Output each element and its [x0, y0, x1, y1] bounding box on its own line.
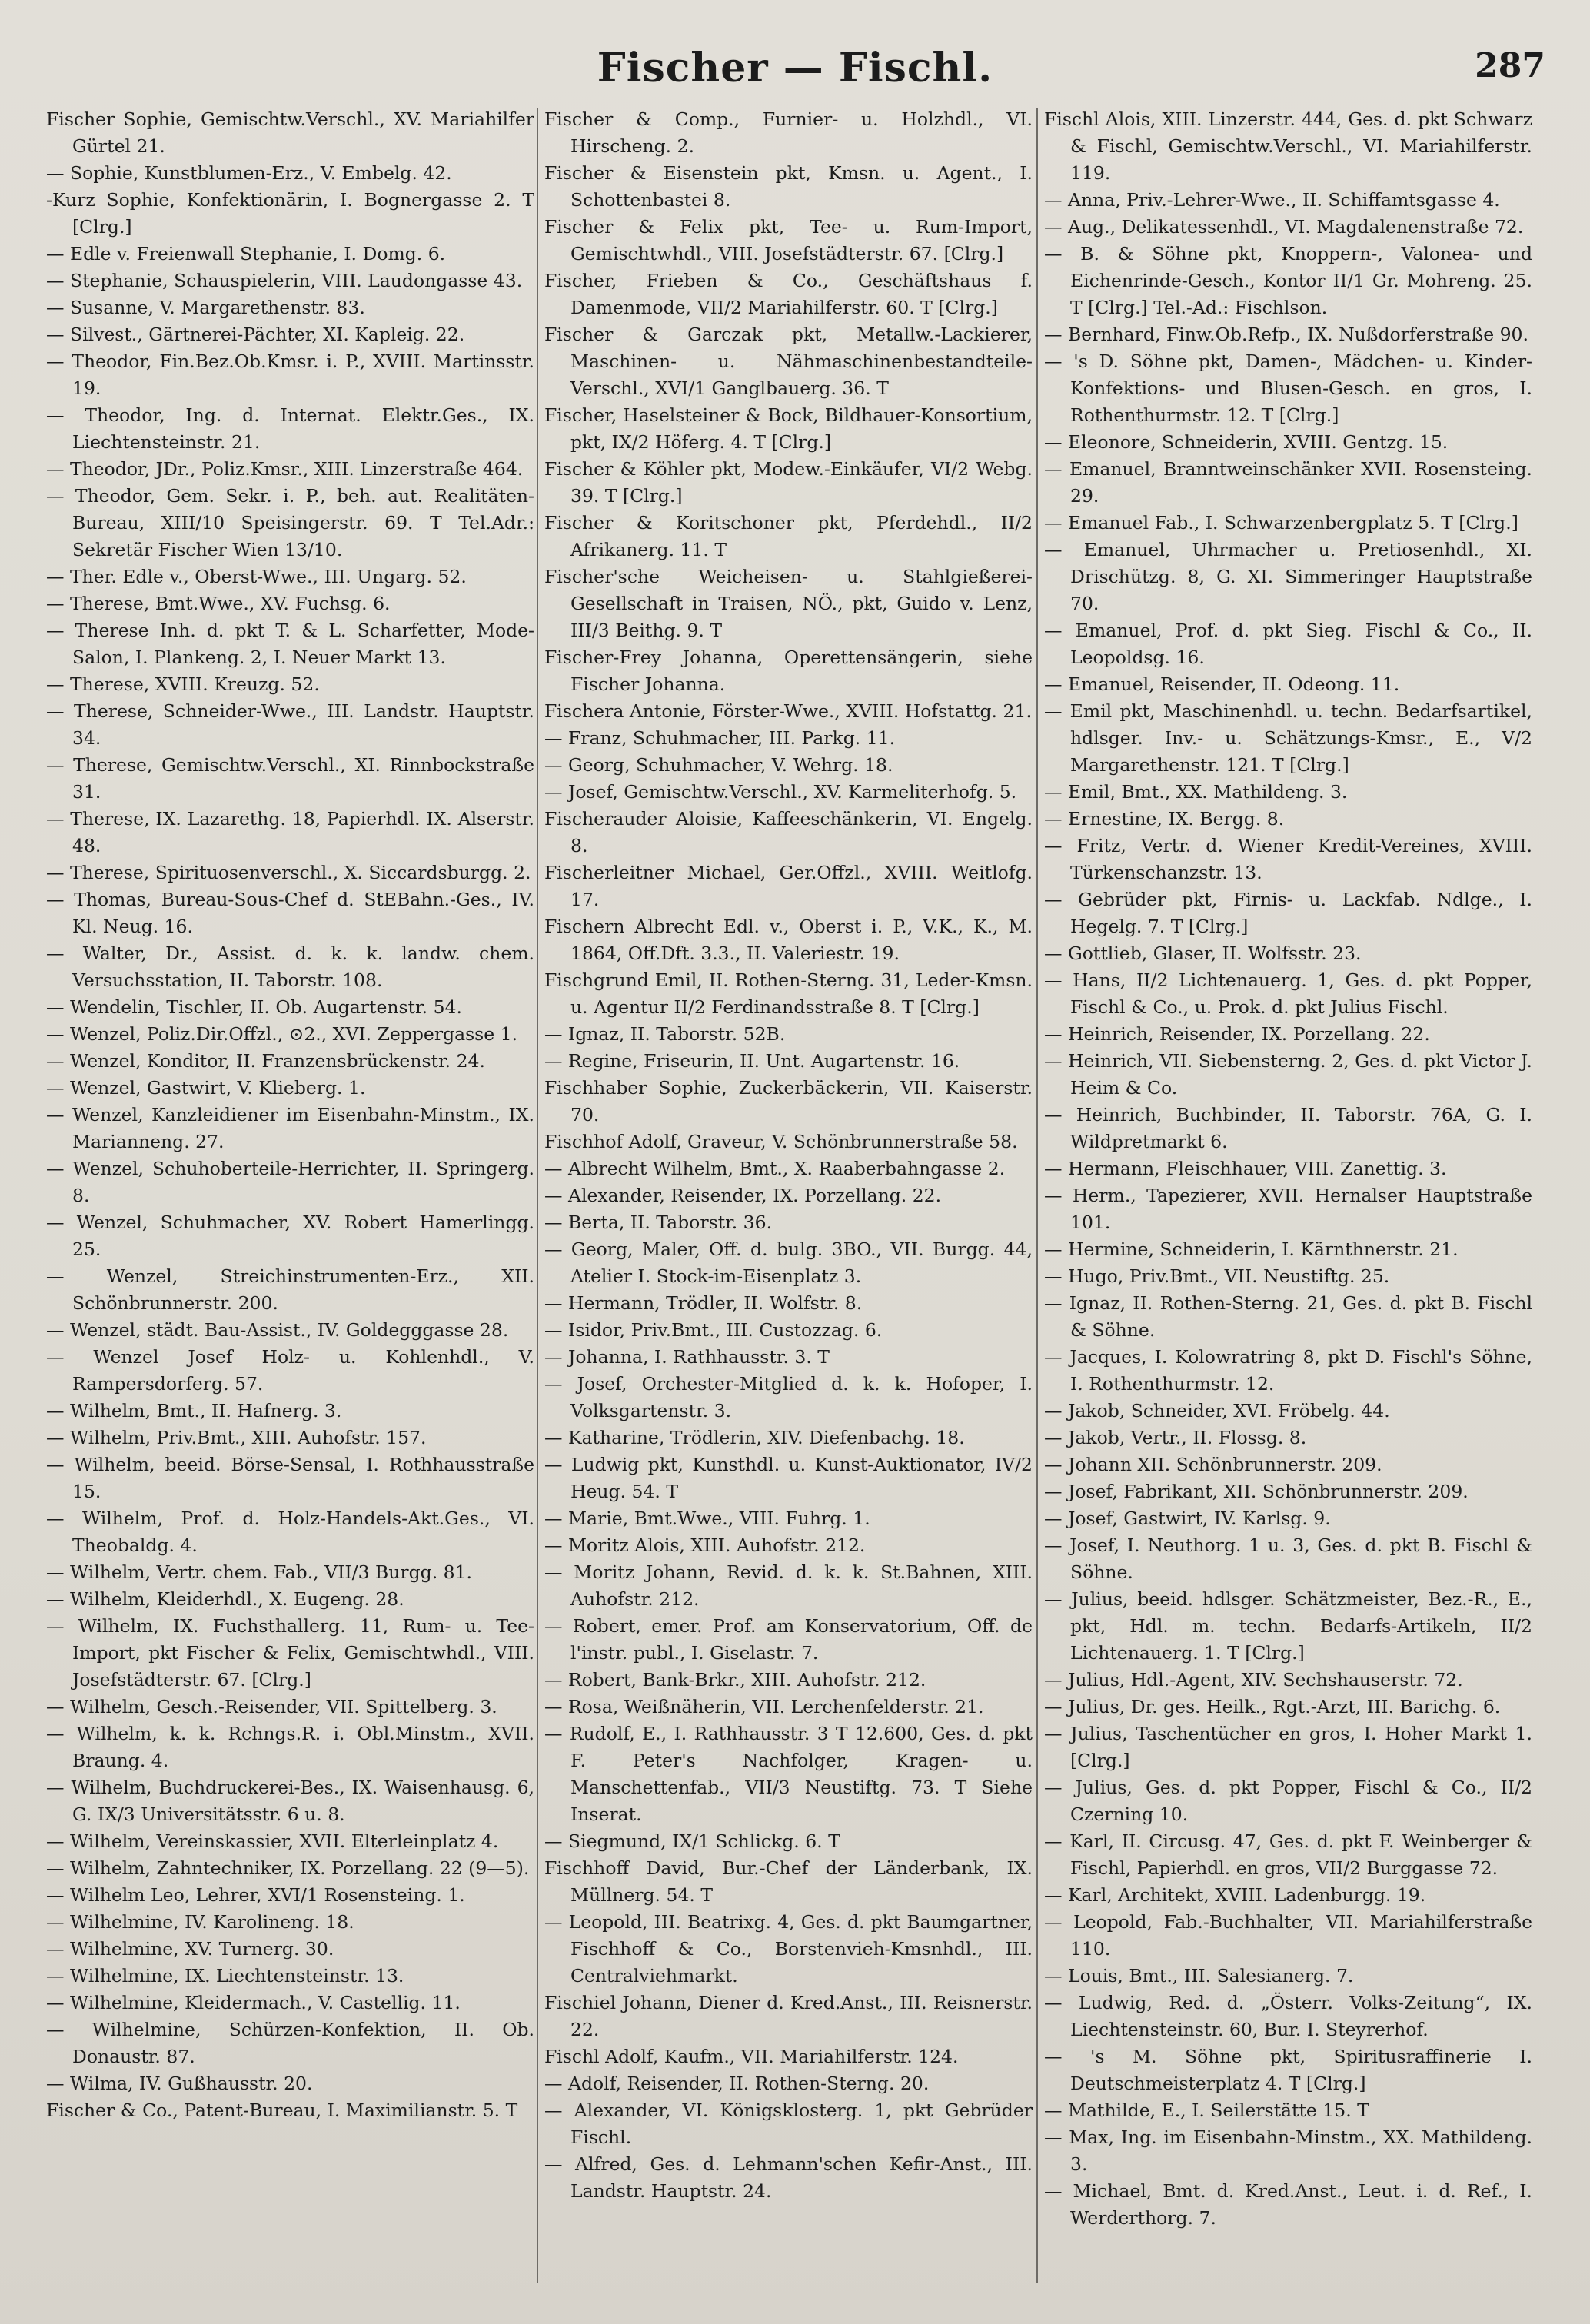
directory-entry: — Ernestine, IX. Bergg. 8.: [1044, 808, 1285, 830]
directory-entry: — Jacques, I. Kolowratring 8, pkt D. Fischl's Söhne, I. Rothenthurmstr. 12.: [1044, 1346, 1532, 1395]
directory-entry: — Josef, I. Neuthorg. 1 u. 3, Ges. d. pkt B. Fischl & Söhne.: [1044, 1534, 1532, 1583]
directory-entry: — Wenzel, Kanzleidiener im Eisenbahn-Minstm., IX. Marianneng. 27.: [46, 1104, 534, 1152]
directory-entry: — Wilhelmine, IV. Karolineng. 18.: [46, 1911, 354, 1933]
directory-entry: Fischer-Frey Johanna, Operettensängerin, siehe Fischer Johanna.: [544, 647, 1033, 695]
directory-entry: — Anna, Priv.-Lehrer-Wwe., II. Schiffamtsgasse 4.: [1044, 189, 1500, 211]
directory-entry: — Wilhelm, Buchdruckerei-Bes., IX. Waisenhausg. 6, G. IX/3 Universitätsstr. 6 u. 8.: [46, 1777, 534, 1825]
directory-entry: Fischer & Koritschoner pkt, Pferdehdl., II/2 Afrikanerg. 11. T: [544, 512, 1033, 560]
directory-entry: — Wenzel, Schuhmacher, XV. Robert Hamerlingg. 25.: [46, 1212, 534, 1260]
page-number: 287: [1475, 46, 1545, 85]
directory-entry: — Josef, Gastwirt, IV. Karlsg. 9.: [1044, 1508, 1331, 1529]
directory-entry: — Hermine, Schneiderin, I. Kärnthnerstr. 21.: [1044, 1238, 1459, 1260]
directory-entry: — Sophie, Kunstblumen-Erz., V. Embelg. 42.: [46, 162, 452, 184]
directory-entry: — Ludwig pkt, Kunsthdl. u. Kunst-Auktionator, IV/2 Heug. 54. T: [544, 1454, 1033, 1502]
directory-entry: — Leopold, Fab.-Buchhalter, VII. Mariahilferstraße 110.: [1044, 1911, 1532, 1960]
page-title: Fischer — Fischl.: [597, 45, 993, 91]
directory-entry: — Jakob, Vertr., II. Flossg. 8.: [1044, 1427, 1307, 1448]
directory-entry: — Wenzel, Poliz.Dir.Offzl., ⊙2., XVI. Zeppergasse 1.: [46, 1023, 518, 1045]
directory-entry: — Ther. Edle v., Oberst-Wwe., III. Ungarg. 52.: [46, 566, 467, 587]
directory-entry: Fischl Adolf, Kaufm., VII. Mariahilferstr. 124.: [544, 2046, 959, 2067]
directory-entry: — Wilhelm, IX. Fuchsthallerg. 11, Rum- u. Tee-Import, pkt Fischer & Felix, Gemischtwhdl., VIII. Josefstädterstr. 67. [Clrg.]: [46, 1615, 534, 1691]
directory-entry: — Katharine, Trödlerin, XIV. Diefenbachg. 18.: [544, 1427, 965, 1448]
directory-entry: — Herm., Tapezierer, XVII. Hernalser Hauptstraße 101.: [1044, 1185, 1532, 1233]
directory-entry: — Mathilde, E., I. Seilerstätte 15. T: [1044, 2100, 1369, 2121]
directory-entry: — Robert, emer. Prof. am Konservatorium, Off. de l'instr. publ., I. Giselastr. 7.: [544, 1615, 1033, 1664]
directory-entry: — Heinrich, Buchbinder, II. Taborstr. 76A, G. I. Wildpretmarkt 6.: [1044, 1104, 1532, 1152]
directory-entry: — Julius, Dr. ges. Heilk., Rgt.-Arzt, III. Barichg. 6.: [1044, 1696, 1501, 1717]
directory-entry: Fischer Sophie, Gemischtw.Verschl., XV. Mariahilfer Gürtel 21.: [46, 108, 534, 157]
directory-entry: Fischern Albrecht Edl. v., Oberst i. P., V.K., K., M. 1864, Off.Dft. 3.3., II. Valeriestr. 19.: [544, 916, 1033, 964]
directory-entry: — Franz, Schuhmacher, III. Parkg. 11.: [544, 727, 896, 749]
directory-entry: — Theodor, Fin.Bez.Ob.Kmsr. i. P., XVIII. Martinsstr. 19.: [46, 351, 534, 399]
directory-entry: — Emanuel, Prof. d. pkt Sieg. Fischl & Co., II. Leopoldsg. 16.: [1044, 620, 1532, 668]
directory-entry: — Therese, Gemischtw.Verschl., XI. Rinnbockstraße 31.: [46, 754, 534, 803]
directory-entry: — 's D. Söhne pkt, Damen-, Mädchen- u. Kinder-Konfektions- und Blusen-Gesch. en gros, I. Rothenthurmstr. 12. T [Clrg.]: [1044, 351, 1532, 426]
directory-entry: — Robert, Bank-Brkr., XIII. Auhofstr. 212.: [544, 1669, 926, 1691]
directory-entry: — Therese, Spirituosenverschl., X. Siccardsburgg. 2.: [46, 862, 531, 883]
directory-entry: Fischer & Co., Patent-Bureau, I. Maximilianstr. 5. T: [46, 2100, 518, 2121]
directory-entry: — Therese, XVIII. Kreuzg. 52.: [46, 673, 320, 695]
directory-entry: — Edle v. Freienwall Stephanie, I. Domg. 6.: [46, 243, 446, 264]
directory-entry: — Susanne, V. Margarethenstr. 83.: [46, 297, 365, 318]
directory-entry: — Therese, Bmt.Wwe., XV. Fuchsg. 6.: [46, 593, 391, 614]
directory-entry: — Aug., Delikatessenhdl., VI. Magdalenenstraße 72.: [1044, 216, 1524, 238]
column-1: [46, 106, 534, 2305]
directory-entry: — Wenzel, Schuhoberteile-Herrichter, II. Springerg. 8.: [46, 1158, 534, 1206]
directory-entry: Fischhof Adolf, Graveur, V. Schönbrunnerstraße 58.: [544, 1131, 1018, 1152]
directory-entry: — Wenzel, Gastwirt, V. Klieberg. 1.: [46, 1077, 366, 1099]
directory-entry: Fischhoff David, Bur.-Chef der Länderbank, IX. Müllnerg. 54. T: [544, 1857, 1033, 1906]
directory-entry: — Wilhelm, Prof. d. Holz-Handels-Akt.Ges., VI. Theobaldg. 4.: [46, 1508, 534, 1556]
directory-entry: — Regine, Friseurin, II. Unt. Augartenstr. 16.: [544, 1050, 960, 1072]
directory-entry: — Wilma, IV. Gußhausstr. 20.: [46, 2073, 313, 2094]
directory-entry: — Adolf, Reisender, II. Rothen-Sterng. 20.: [544, 2073, 930, 2094]
directory-entry: — Emanuel, Reisender, II. Odeong. 11.: [1044, 673, 1400, 695]
directory-entry: — Wenzel, städt. Bau-Assist., IV. Goldegggasse 28.: [46, 1319, 509, 1341]
directory-entry: — Heinrich, Reisender, IX. Porzellang. 22.: [1044, 1023, 1430, 1045]
directory-entry: — Moritz Alois, XIII. Auhofstr. 212.: [544, 1534, 866, 1556]
directory-entry: — Michael, Bmt. d. Kred.Anst., Leut. i. d. Ref., I. Werderthorg. 7.: [1044, 2180, 1532, 2229]
column-2: [544, 106, 1033, 2305]
directory-entry: — Karl, Architekt, XVIII. Ladenburgg. 19.: [1044, 1884, 1426, 1906]
directory-entry: — Julius, Taschentücher en gros, I. Hoher Markt 1. [Clrg.]: [1044, 1723, 1532, 1771]
directory-entry: Fischer & Comp., Furnier- u. Holzhdl., VI. Hirscheng. 2.: [544, 108, 1033, 157]
directory-entry: Fischer & Felix pkt, Tee- u. Rum-Import, Gemischtwhdl., VIII. Josefstädterstr. 67. [Clrg.]: [544, 216, 1033, 264]
directory-entry: — Wilhelmine, IX. Liechtensteinstr. 13.: [46, 1965, 404, 1987]
directory-entry: — Karl, II. Circusg. 47, Ges. d. pkt F. Weinberger & Fischl, Papierhdl. en gros, VII/2 Burggasse 72.: [1044, 1830, 1532, 1879]
directory-entry: — Josef, Gemischtw.Verschl., XV. Karmeliterhofg. 5.: [544, 781, 1017, 803]
directory-entry: — Wilhelm, Bmt., II. Hafnerg. 3.: [46, 1400, 342, 1421]
directory-entry: — Hugo, Priv.Bmt., VII. Neustiftg. 25.: [1044, 1265, 1390, 1287]
directory-entry: Fischerauder Aloisie, Kaffeeschänkerin, VI. Engelg. 8.: [544, 808, 1033, 856]
directory-entry: — Hans, II/2 Lichtenauerg. 1, Ges. d. pkt Popper, Fischl & Co., u. Prok. d. pkt Julius Fischl.: [1044, 969, 1532, 1018]
directory-entry: Fischer & Eisenstein pkt, Kmsn. u. Agent., I. Schottenbastei 8.: [544, 162, 1033, 211]
directory-entry: — Moritz Johann, Revid. d. k. k. St.Bahnen, XIII. Auhofstr. 212.: [544, 1561, 1033, 1610]
directory-entry: — Walter, Dr., Assist. d. k. k. landw. chem. Versuchsstation, II. Taborstr. 108.: [46, 943, 534, 991]
directory-entry: — Georg, Maler, Off. d. bulg. 3BO., VII. Burgg. 44, Atelier I. Stock-im-Eisenplatz 3.: [544, 1238, 1033, 1287]
directory-entry: — Julius, Ges. d. pkt Popper, Fischl & Co., II/2 Czerning 10.: [1044, 1777, 1532, 1825]
directory-entry: — Wenzel Josef Holz- u. Kohlenhdl., V. Rampersdorferg. 57.: [46, 1346, 534, 1395]
directory-entry: -Kurz Sophie, Konfektionärin, I. Bognergasse 2. T [Clrg.]: [46, 189, 534, 238]
directory-entry: — Julius, Hdl.-Agent, XIV. Sechshauserstr. 72.: [1044, 1669, 1463, 1691]
directory-entry: — Albrecht Wilhelm, Bmt., X. Raaberbahngasse 2.: [544, 1158, 1006, 1179]
directory-entry: — Therese, IX. Lazarethg. 18, Papierhdl. IX. Alserstr. 48.: [46, 808, 534, 856]
directory-entry: — Hermann, Trödler, II. Wolfstr. 8.: [544, 1292, 863, 1314]
directory-entry: Fischgrund Emil, II. Rothen-Sterng. 31, Leder-Kmsn. u. Agentur II/2 Ferdinandsstraße 8. T [Clrg.]: [544, 969, 1033, 1018]
directory-entry: Fischerleitner Michael, Ger.Offzl., XVIII. Weitlofg. 17.: [544, 862, 1033, 910]
directory-entry: — Josef, Orchester-Mitglied d. k. k. Hofoper, I. Volksgartenstr. 3.: [544, 1373, 1033, 1421]
directory-entry: — Fritz, Vertr. d. Wiener Kredit-Vereines, XVIII. Türkenschanzstr. 13.: [1044, 835, 1532, 883]
directory-entry: — Wilhelm, Priv.Bmt., XIII. Auhofstr. 157.: [46, 1427, 427, 1448]
directory-entry: — Alfred, Ges. d. Lehmann'schen Kefir-Anst., III. Landstr. Hauptstr. 24.: [544, 2153, 1033, 2202]
directory-entry: — Leopold, III. Beatrixg. 4, Ges. d. pkt Baumgartner, Fischhoff & Co., Borstenvieh-Kmsnhdl., III. Centralviehmarkt.: [544, 1911, 1033, 1987]
directory-entry: — Therese Inh. d. pkt T. & L. Scharfetter, Mode-Salon, I. Plankeng. 2, I. Neuer Markt 13.: [46, 620, 534, 668]
directory-entry: — Emanuel, Uhrmacher u. Pretiosenhdl., XI. Drischützg. 8, G. XI. Simmeringer Hauptstraße 70.: [1044, 539, 1532, 614]
directory-entry: — Wilhelm, beeid. Börse-Sensal, I. Rothhausstraße 15.: [46, 1454, 534, 1502]
directory-entry: — Wilhelmine, Kleidermach., V. Castellig. 11.: [46, 1992, 461, 2013]
directory-entry: — Theodor, JDr., Poliz.Kmsr., XIII. Linzerstraße 464.: [46, 458, 524, 480]
directory-entry: — Hermann, Fleischhauer, VIII. Zanettig. 3.: [1044, 1158, 1447, 1179]
directory-entry: — Wenzel, Streichinstrumenten-Erz., XII. Schönbrunnerstr. 200.: [46, 1265, 534, 1314]
directory-entry: — Wilhelmine, Schürzen-Konfektion, II. Ob. Donaustr. 87.: [46, 2019, 534, 2067]
directory-entry: — Ignaz, II. Taborstr. 52B.: [544, 1023, 786, 1045]
directory-entry: — Stephanie, Schauspielerin, VIII. Laudongasse 43.: [46, 270, 523, 291]
directory-entry: — Therese, Schneider-Wwe., III. Landstr. Hauptstr. 34.: [46, 700, 534, 749]
column-divider: [537, 108, 538, 2283]
directory-entry: — Wilhelm, Vereinskassier, XVII. Elterleinplatz 4.: [46, 1830, 499, 1852]
directory-entry: — Louis, Bmt., III. Salesianerg. 7.: [1044, 1965, 1354, 1987]
directory-entry: — Johanna, I. Rathhausstr. 3. T: [544, 1346, 830, 1368]
directory-entry: — Berta, II. Taborstr. 36.: [544, 1212, 773, 1233]
directory-entry: — Max, Ing. im Eisenbahn-Minstm., XX. Mathildeng. 3.: [1044, 2126, 1532, 2175]
directory-entry: — Wilhelm, Zahntechniker, IX. Porzellang. 22 (9—5).: [46, 1857, 530, 1879]
directory-entry: Fischhaber Sophie, Zuckerbäckerin, VII. Kaiserstr. 70.: [544, 1077, 1033, 1125]
directory-entry: — Eleonore, Schneiderin, XVIII. Gentzg. 15.: [1044, 431, 1449, 453]
directory-entry: Fischl Alois, XIII. Linzerstr. 444, Ges. d. pkt Schwarz & Fischl, Gemischtw.Verschl., VI. Mariahilferstr. 119.: [1044, 108, 1532, 184]
directory-entry: — 's M. Söhne pkt, Spiritusraffinerie I. Deutschmeisterplatz 4. T [Clrg.]: [1044, 2046, 1532, 2094]
directory-entry: — Johann XII. Schönbrunnerstr. 209.: [1044, 1454, 1382, 1475]
directory-entry: — Gottlieb, Glaser, II. Wolfsstr. 23.: [1044, 943, 1362, 964]
directory-entry: — Ludwig, Red. d. „Österr. Volks-Zeitung“, IX. Liechtensteinstr. 60, Bur. I. Steyrerhof.: [1044, 1992, 1532, 2040]
directory-entry: — Julius, beeid. hdlsger. Schätzmeister, Bez.-R., E., pkt, Hdl. m. techn. Bedarfs-Artikeln, II/2 Lichtenauerg. 1. T [Clrg.]: [1044, 1588, 1532, 1664]
directory-entry: — Emil, Bmt., XX. Mathildeng. 3.: [1044, 781, 1348, 803]
directory-entry: — Marie, Bmt.Wwe., VIII. Fuhrg. 1.: [544, 1508, 870, 1529]
column-divider: [1036, 108, 1038, 2283]
directory-entry: — Isidor, Priv.Bmt., III. Custozzag. 6.: [544, 1319, 883, 1341]
directory-entry: — Wilhelm Leo, Lehrer, XVI/1 Rosensteing. 1.: [46, 1884, 465, 1906]
directory-entry: — Silvest., Gärtnerei-Pächter, XI. Kapleig. 22.: [46, 324, 465, 345]
page-header: [0, 40, 1590, 94]
directory-entry: — Gebrüder pkt, Firnis- u. Lackfab. Ndlge., I. Hegelg. 7. T [Clrg.]: [1044, 889, 1532, 937]
directory-entry: Fischer & Garczak pkt, Metallw.-Lackierer, Maschinen- u. Nähmaschinenbestandteile-Verschl., XVI/1 Ganglbauerg. 36. T: [544, 324, 1033, 399]
directory-entry: — B. & Söhne pkt, Knoppern-, Valonea- und Eichenrinde-Gesch., Kontor II/1 Gr. Mohreng. 25. T [Clrg.] Tel.-Ad.: Fischlson.: [1044, 243, 1532, 318]
directory-entry: — Rudolf, E., I. Rathhausstr. 3 T 12.600, Ges. d. pkt F. Peter's Nachfolger, Kragen- u. Manschettenfab., VII/3 Neustiftg. 73. T Siehe Inserat.: [544, 1723, 1033, 1825]
directory-entry: — Alexander, Reisender, IX. Porzellang. 22.: [544, 1185, 942, 1206]
directory-entry: — Ignaz, II. Rothen-Sterng. 21, Ges. d. pkt B. Fischl & Söhne.: [1044, 1292, 1532, 1341]
directory-entry: — Rosa, Weißnäherin, VII. Lerchenfelderstr. 21.: [544, 1696, 984, 1717]
directory-entry: — Siegmund, IX/1 Schlickg. 6. T: [544, 1830, 840, 1852]
directory-entry: Fischera Antonie, Förster-Wwe., XVIII. Hofstattg. 21.: [544, 700, 1032, 722]
directory-entry: Fischiel Johann, Diener d. Kred.Anst., III. Reisnerstr. 22.: [544, 1992, 1033, 2040]
directory-entry: — Theodor, Gem. Sekr. i. P., beh. aut. Realitäten-Bureau, XIII/10 Speisingerstr. 69. T Tel.Adr.: Sekretär Fischer Wien 13/10.: [46, 485, 534, 560]
directory-entry: — Wenzel, Konditor, II. Franzensbrückenstr. 24.: [46, 1050, 485, 1072]
directory-entry: — Wilhelmine, XV. Turnerg. 30.: [46, 1938, 334, 1960]
directory-entry: — Emanuel, Branntweinschänker XVII. Rosensteing. 29.: [1044, 458, 1532, 507]
directory-entry: — Theodor, Ing. d. Internat. Elektr.Ges., IX. Liechtensteinstr. 21.: [46, 404, 534, 453]
column-3: [1044, 106, 1532, 2305]
directory-entry: — Wilhelm, Gesch.-Reisender, VII. Spittelberg. 3.: [46, 1696, 497, 1717]
directory-entry: — Thomas, Bureau-Sous-Chef d. StEBahn.-Ges., IV. Kl. Neug. 16.: [46, 889, 534, 937]
directory-entry: Fischer & Köhler pkt, Modew.-Einkäufer, VI/2 Webg. 39. T [Clrg.]: [544, 458, 1033, 507]
directory-entry: — Emanuel Fab., I. Schwarzenbergplatz 5. T [Clrg.]: [1044, 512, 1518, 534]
directory-entry: — Jakob, Schneider, XVI. Fröbelg. 44.: [1044, 1400, 1390, 1421]
directory-entry: Fischer, Haselsteiner & Bock, Bildhauer-Konsortium, pkt, IX/2 Höferg. 4. T [Clrg.]: [544, 404, 1033, 453]
directory-entry: — Wilhelm, Kleiderhdl., X. Eugeng. 28.: [46, 1588, 404, 1610]
directory-entry: — Heinrich, VII. Siebensterng. 2, Ges. d. pkt Victor J. Heim & Co.: [1044, 1050, 1532, 1099]
directory-entry: — Wilhelm, Vertr. chem. Fab., VII/3 Burgg. 81.: [46, 1561, 473, 1583]
directory-entry: — Wilhelm, k. k. Rchngs.R. i. Obl.Minstm., XVII. Braung. 4.: [46, 1723, 534, 1771]
directory-entry: — Emil pkt, Maschinenhdl. u. techn. Bedarfsartikel, hdlsger. Inv.- u. Schätzungs-Kmsr., E., V/2 Margarethenstr. 121. T [Clrg.]: [1044, 700, 1532, 776]
directory-entry: — Wendelin, Tischler, II. Ob. Augartenstr. 54.: [46, 996, 462, 1018]
directory-entry: Fischer, Frieben & Co., Geschäftshaus f. Damenmode, VII/2 Mariahilferstr. 60. T [Clrg.]: [544, 270, 1033, 318]
directory-entry: — Bernhard, Finw.Ob.Refp., IX. Nußdorferstraße 90.: [1044, 324, 1528, 345]
directory-entry: — Josef, Fabrikant, XII. Schönbrunnerstr. 209.: [1044, 1481, 1469, 1502]
directory-entry: — Alexander, VI. Königsklosterg. 1, pkt Gebrüder Fischl.: [544, 2100, 1033, 2148]
directory-entry: — Georg, Schuhmacher, V. Wehrg. 18.: [544, 754, 893, 776]
directory-entry: Fischer'sche Weicheisen- u. Stahlgießerei-Gesellschaft in Traisen, NÖ., pkt, Guido v. Lenz, III/3 Beithg. 9. T: [544, 566, 1033, 641]
